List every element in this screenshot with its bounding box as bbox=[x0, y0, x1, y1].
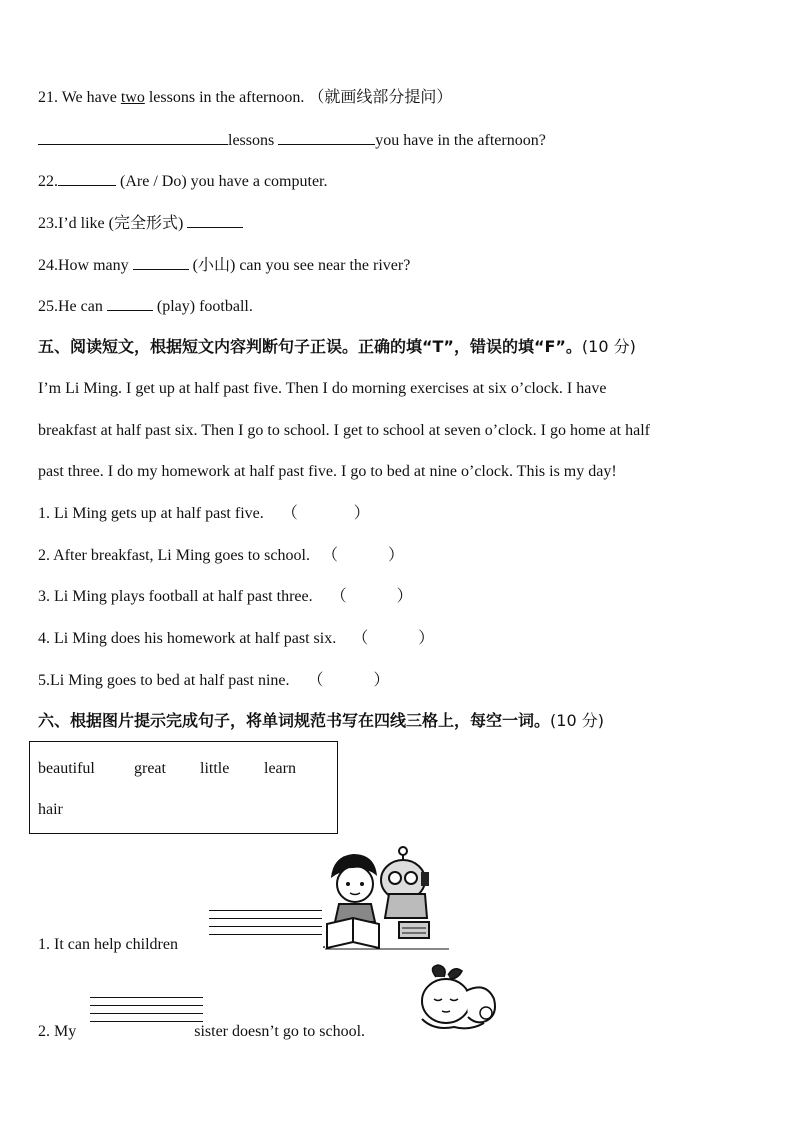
answer-blank[interactable] bbox=[278, 130, 375, 145]
tf-item: 3. Li Ming plays football at half past three. （ ） bbox=[38, 588, 413, 605]
question-23: 23.I’d like (完全形式) bbox=[38, 213, 243, 234]
four-line-grid[interactable] bbox=[209, 910, 322, 942]
word-bank-item: great bbox=[134, 760, 166, 777]
answer-parenthesis[interactable]: （ ） bbox=[321, 547, 404, 564]
answer-blank[interactable] bbox=[58, 171, 116, 186]
question-25: 25.He can (play) football. bbox=[38, 298, 253, 315]
answer-blank[interactable] bbox=[133, 255, 189, 270]
section-5-heading: 五、阅读短文，根据短文内容判断句子正误。正确的填“T”，错误的填“F”。(10 分) bbox=[38, 337, 636, 356]
picture-item-1: 1. It can help children bbox=[38, 936, 178, 953]
underlined-word: two bbox=[120, 89, 145, 106]
answer-parenthesis[interactable]: （ ） bbox=[352, 630, 435, 647]
question-21-answer-line: lessons you have in the afternoon? bbox=[38, 130, 546, 151]
passage-line: I’m Li Ming. I get up at half past five. Then I do morning exercises at six o’clock. I have bbox=[38, 380, 607, 397]
tf-item: 5.Li Ming goes to bed at half past nine. （ ） bbox=[38, 672, 390, 689]
question-note: （就画线部分提问） bbox=[308, 89, 453, 106]
sleeping-baby-icon bbox=[414, 963, 500, 1035]
answer-blank[interactable] bbox=[38, 130, 228, 145]
tf-item: 4. Li Ming does his homework at half past six. （ ） bbox=[38, 630, 435, 647]
section-6-heading: 六、根据图片提示完成句子，将单词规范书写在四线三格上，每空一词。(10 分) bbox=[38, 711, 604, 730]
answer-blank[interactable] bbox=[187, 213, 243, 228]
section-score: (10 分) bbox=[581, 337, 636, 356]
answer-parenthesis[interactable]: （ ） bbox=[330, 588, 413, 605]
boy-and-robot-reading-icon bbox=[325, 838, 450, 950]
question-22: 22. (Are / Do) you have a computer. bbox=[38, 173, 328, 190]
answer-parenthesis[interactable]: （ ） bbox=[307, 672, 390, 689]
passage-line: past three. I do my homework at half past five. I go to bed at nine o’clock. This is my day! bbox=[38, 463, 617, 480]
tf-item: 2. After breakfast, Li Ming goes to school. （ ） bbox=[38, 547, 404, 564]
tf-item: 1. Li Ming gets up at half past five. （ ） bbox=[38, 505, 370, 522]
section-score: (10 分) bbox=[550, 711, 604, 730]
word-bank bbox=[29, 741, 338, 834]
word-bank-item: hair bbox=[38, 801, 63, 818]
question-24: 24.How many (小山) can you see near the river? bbox=[38, 257, 411, 274]
word-bank-item: beautiful bbox=[38, 760, 95, 777]
word-bank-item: learn bbox=[264, 760, 296, 777]
answer-parenthesis[interactable]: （ ） bbox=[281, 505, 370, 522]
sentence-end: . bbox=[322, 935, 326, 952]
word-bank-item: little bbox=[200, 760, 230, 777]
question-21: 21. We have two lessons in the afternoon. （就画线部分提问） bbox=[38, 89, 453, 106]
answer-blank[interactable] bbox=[107, 296, 153, 311]
passage-line: breakfast at half past six. Then I go to school. I get to school at seven o’clock. I go home at half bbox=[38, 422, 650, 439]
picture-item-2: 2. My sister doesn’t go to school. bbox=[38, 1023, 366, 1040]
